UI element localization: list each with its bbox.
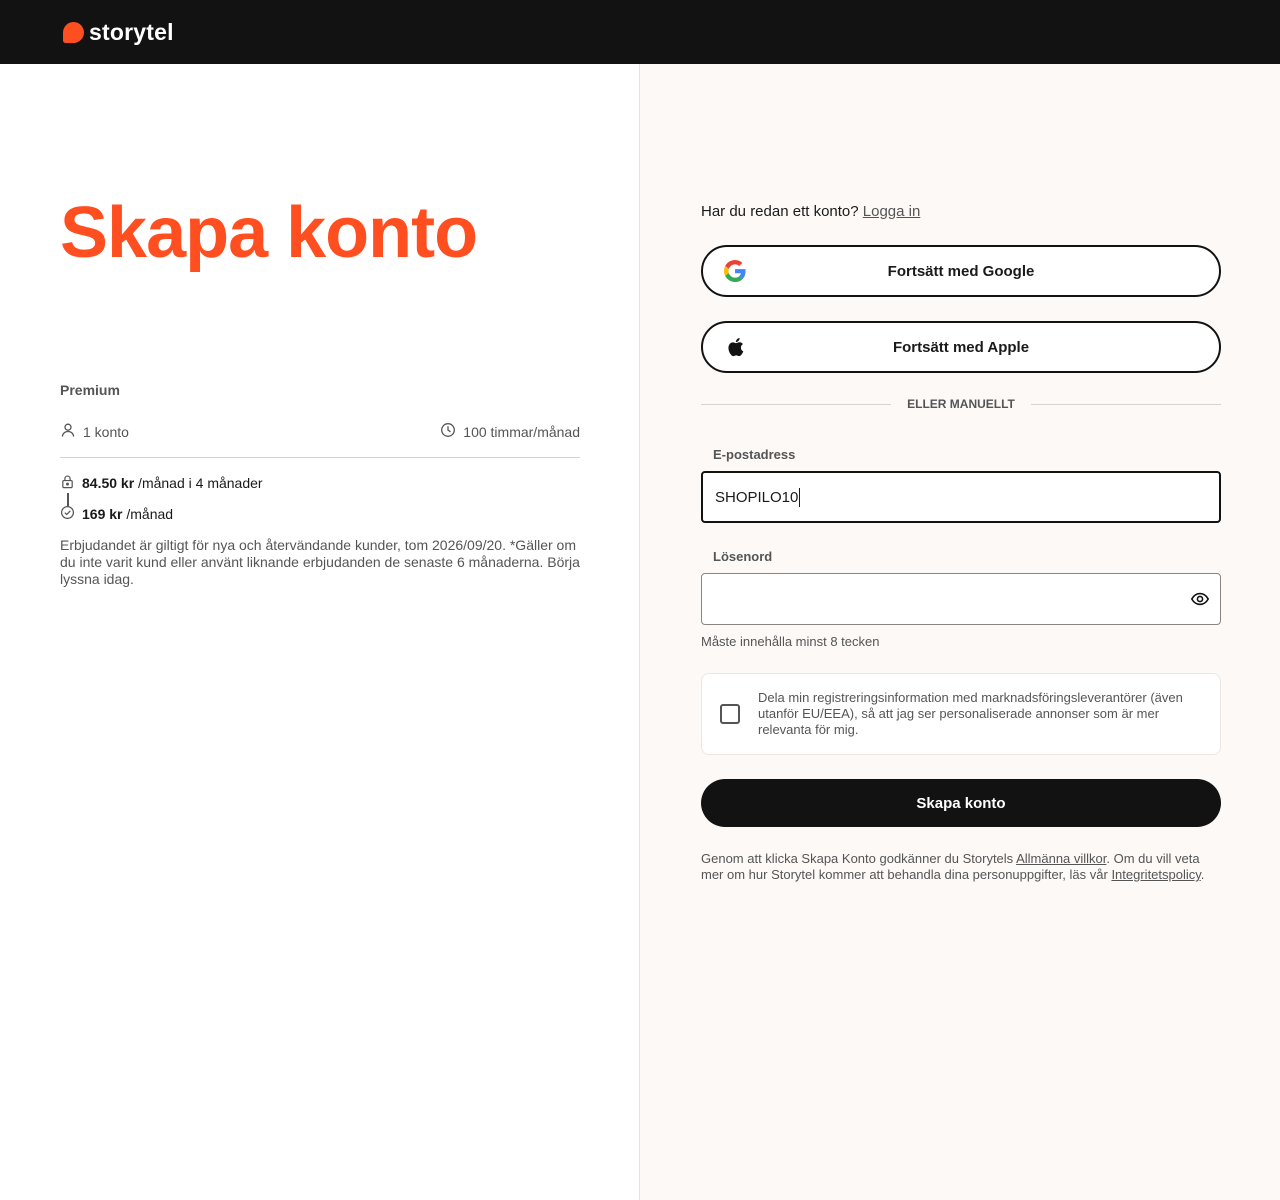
email-label: E-postadress (713, 447, 796, 462)
storytel-logo-icon (63, 22, 84, 43)
signup-form (701, 203, 1221, 883)
plan-accounts (60, 422, 129, 441)
signup-panel (640, 64, 1280, 1200)
plan-features (60, 422, 580, 458)
login-prompt-text: Har du redan ett konto? (701, 203, 859, 220)
price-timeline (60, 474, 580, 523)
regular-price: 169 kr (82, 506, 123, 522)
plan-panel (0, 64, 640, 1200)
password-hint: Måste innehålla minst 8 tecken (701, 634, 880, 649)
login-link[interactable]: Logga in (862, 203, 921, 220)
logo-text: storytel (89, 18, 174, 45)
intro-price: 84.50 kr (82, 475, 135, 491)
plan-name: Premium (60, 382, 120, 398)
plan-accounts-text: 1 konto (83, 423, 129, 440)
legal-notice: Genom att klicka Skapa Konto godkänner du Storytels Allmänna villkor. Om du vill veta mer om hur Storytel kommer att behandla dina personuppgifter, läs vår Integritetspolicy. (701, 851, 1205, 882)
terms-link[interactable]: Allmänna villkor (1016, 851, 1107, 866)
google-signin-button[interactable] (701, 245, 1221, 297)
privacy-policy-link[interactable]: Integritetspolicy (1111, 867, 1201, 882)
text-caret (799, 488, 800, 507)
regular-period: /månad (122, 506, 174, 522)
consent-text: Dela min registreringsinformation med marknadsföringsleverantörer (även utanför EU/EEA), så att jag ser personaliserade annonser som är mer relevanta för mig. (758, 690, 1183, 737)
page-title: Skapa konto (60, 193, 478, 273)
storytel-logo[interactable] (63, 19, 174, 46)
clock-icon (440, 422, 456, 441)
timeline-connector (67, 493, 69, 506)
plan-hours-text: 100 timmar/månad (463, 423, 580, 440)
offer-terms: Erbjudandet är giltigt för nya och återvändande kunder, tom 2026/09/20. *Gäller om du inte varit kund eller använt liknande erbjudanden de senaste 6 månaderna. Börja lyssna idag. (60, 537, 580, 587)
divider-text: ELLER MANUELLT (907, 397, 1015, 411)
plan-hours (440, 422, 580, 441)
top-bar (0, 0, 1280, 64)
password-label: Lösenord (713, 549, 773, 564)
intro-period: /månad i 4 månader (134, 475, 263, 491)
marketing-consent (701, 673, 1221, 755)
or-divider (701, 397, 1221, 411)
check-circle-icon (60, 505, 75, 523)
email-field[interactable] (701, 471, 1221, 523)
create-account-button[interactable]: Skapa konto (701, 779, 1221, 827)
google-icon (723, 259, 747, 283)
google-button-label: Fortsätt med Google (887, 262, 1035, 280)
lock-icon (60, 474, 75, 492)
apple-icon (723, 335, 747, 359)
user-icon (60, 422, 76, 441)
consent-checkbox[interactable] (720, 704, 740, 724)
email-value: SHOPILO10 (715, 488, 799, 506)
intro-price-line (60, 474, 580, 492)
password-field[interactable] (701, 573, 1221, 625)
plan-summary (60, 382, 580, 588)
apple-signin-button[interactable] (701, 321, 1221, 373)
show-password-eye-icon[interactable] (1189, 588, 1211, 610)
regular-price-line (60, 505, 580, 523)
apple-button-label: Fortsätt med Apple (892, 338, 1030, 356)
login-prompt (701, 203, 1221, 220)
